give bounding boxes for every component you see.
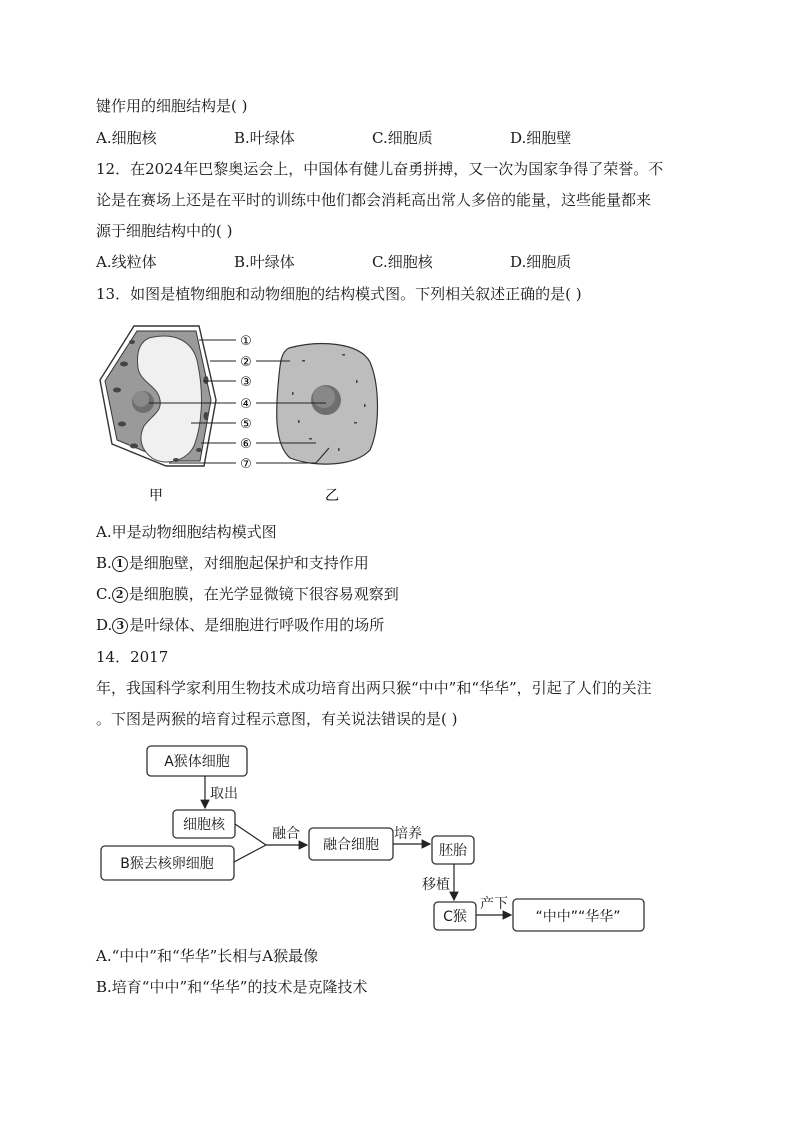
q13-option-b[interactable]: B. 1 是细胞壁，对细胞起保护和支持作用 (96, 554, 369, 572)
animal-cell-diagram (277, 344, 378, 464)
q12-stem-line1: 12．在2024年巴黎奥运会上，中国体有健儿奋勇拼搏，又一次为国家争得了荣誉。不 (96, 160, 664, 178)
arrow-label-takeout: 取出 (210, 786, 238, 802)
box-monkey-b-egg: B猴去核卵细胞 (120, 856, 214, 872)
arrow-label-fuse: 融合 (272, 826, 300, 842)
arrow-label-transplant: 移植 (422, 877, 450, 893)
q11-stem-tail: 键作用的细胞结构是( ) (96, 97, 248, 115)
q12-stem-line2: 论是在赛场上还是在平时的训练中他们都会消耗高出常人多倍的能量，这些能量都来 (96, 191, 652, 209)
q13-option-c[interactable]: C. 2 是细胞膜，在光学显微镜下很容易观察到 (96, 585, 399, 603)
label-5: ⑤ (240, 417, 252, 432)
cell-structure-figure (94, 320, 394, 510)
q14-option-a[interactable]: A.“中中”和“华华”长相与A猴最像 (96, 947, 319, 965)
cloning-flow-diagram (96, 742, 656, 934)
q11-option-c[interactable]: C.细胞质 (372, 129, 433, 147)
q12-stem-line3: 源于细胞结构中的( ) (96, 222, 233, 240)
label-3: ③ (240, 375, 252, 390)
arrow-label-culture: 培养 (394, 826, 422, 842)
q13-stem: 13．如图是植物细胞和动物细胞的结构模式图。下列相关叙述正确的是( ) (96, 285, 582, 303)
circled-number: 2 (112, 587, 128, 603)
q14-option-b[interactable]: B.培育“中中”和“华华”的技术是克隆技术 (96, 978, 368, 996)
q14-stem-line3: 。下图是两猴的培育过程示意图，有关说法错误的是( ) (96, 710, 458, 728)
box-monkey-a-somatic-cell: A猴体细胞 (164, 754, 230, 770)
box-result-monkeys: “中中”“华华” (535, 909, 621, 925)
box-embryo: 胚胎 (439, 843, 467, 859)
q14-stem-line1: 14．2017 (96, 648, 169, 666)
q12-option-c[interactable]: C.细胞核 (372, 253, 433, 271)
q12-option-a[interactable]: A.线粒体 (96, 253, 157, 271)
q11-option-d[interactable]: D.细胞壁 (510, 129, 572, 147)
box-fused-cell: 融合细胞 (323, 837, 379, 853)
label-2: ② (240, 355, 252, 370)
q13-option-a[interactable]: A.甲是动物细胞结构模式图 (96, 523, 277, 541)
label-6: ⑥ (240, 437, 252, 452)
circled-number: 1 (112, 556, 128, 572)
plant-cell-diagram (100, 326, 216, 466)
box-monkey-c: C猴 (443, 909, 467, 925)
label-1: ① (240, 334, 252, 349)
caption-yi: 乙 (325, 488, 339, 504)
q12-option-b[interactable]: B.叶绿体 (234, 253, 295, 271)
box-nucleus: 细胞核 (183, 817, 225, 833)
q11-option-b[interactable]: B.叶绿体 (234, 129, 295, 147)
q11-option-a[interactable]: A.细胞核 (96, 129, 157, 147)
circled-number: 3 (112, 618, 128, 634)
q12-option-d[interactable]: D.细胞质 (510, 253, 572, 271)
arrow-label-birth: 产下 (480, 896, 508, 912)
label-7: ⑦ (240, 457, 252, 472)
q13-option-d[interactable]: D. 3 是叶绿体、是细胞进行呼吸作用的场所 (96, 616, 385, 634)
q14-stem-line2: 年，我国科学家利用生物技术成功培育出两只猴“中中”和“华华”，引起了人们的关注 (96, 679, 652, 697)
caption-jia: 甲 (149, 488, 163, 504)
label-4: ④ (240, 397, 252, 412)
